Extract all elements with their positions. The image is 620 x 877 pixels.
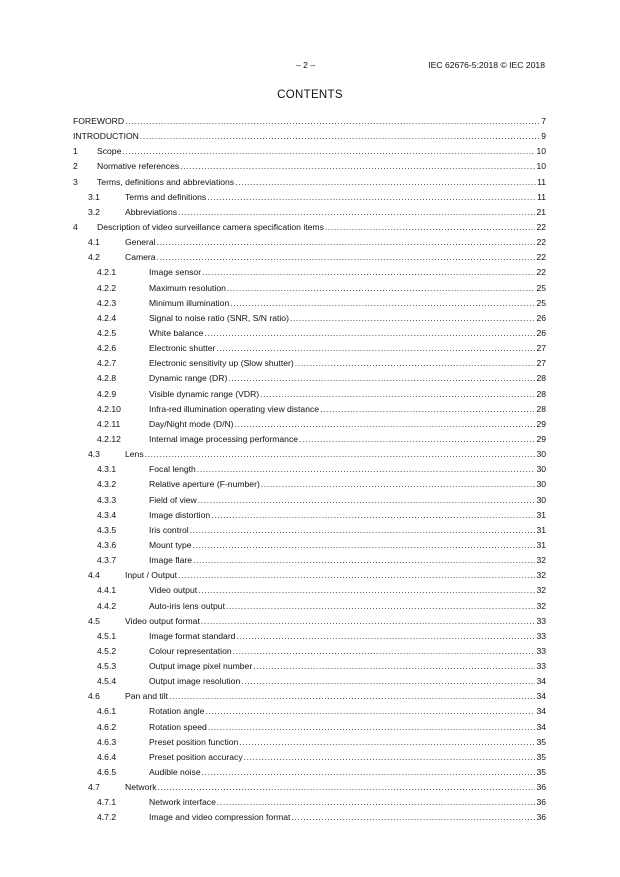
- toc-entry-number: 4.2.11: [97, 418, 121, 429]
- toc-entry-number: 4.6.4: [97, 751, 117, 762]
- toc-entry-label: Normative references: [97, 161, 180, 172]
- toc-entry-page: 31: [536, 524, 546, 535]
- toc-entry[interactable]: [73, 795, 546, 810]
- page-header: [0, 60, 620, 74]
- toc-entry-number: 4.5: [88, 615, 100, 626]
- toc-entry[interactable]: [73, 159, 546, 174]
- toc-entry-page: 7: [541, 116, 546, 126]
- toc-entry[interactable]: [73, 250, 546, 265]
- toc-leader-dots: [241, 674, 535, 689]
- toc-entry-label: Terms and definitions: [125, 191, 207, 202]
- toc-leader-dots: [295, 356, 536, 371]
- toc-entry-label: Lens: [125, 449, 144, 460]
- toc-entry-number: 4.3.6: [97, 539, 117, 550]
- toc-entry-page: 32: [536, 585, 546, 596]
- toc-entry[interactable]: [73, 599, 546, 614]
- toc-entry[interactable]: [73, 371, 546, 386]
- toc-entry-label: Maximum resolution: [149, 282, 226, 293]
- contents-title: CONTENTS: [277, 89, 343, 101]
- toc-leader-dots: [244, 750, 536, 765]
- toc-entry-page: 33: [536, 630, 546, 641]
- toc-entry-page: 30: [536, 479, 546, 490]
- toc-entry-page: 25: [536, 297, 546, 308]
- toc-entry-number: 4.3.4: [97, 509, 117, 520]
- toc-entry-page: 36: [536, 812, 546, 823]
- toc-leader-dots: [125, 114, 540, 129]
- toc-entry-number: 4.2.5: [97, 327, 117, 338]
- toc-entry-label: Internal image processing performance: [149, 433, 299, 444]
- toc-entry-label: Focal length: [149, 464, 196, 475]
- toc-entry-page: 30: [536, 464, 546, 475]
- toc-entry-page: 35: [536, 751, 546, 762]
- toc-leader-dots: [169, 689, 535, 704]
- toc-leader-dots: [233, 644, 536, 659]
- toc-entry-page: 28: [536, 373, 546, 384]
- toc-entry-label: Rotation angle: [149, 706, 205, 717]
- toc-entry-number: 4.6.5: [97, 767, 117, 778]
- toc-entry[interactable]: [73, 326, 546, 341]
- toc-entry-label: Preset position accuracy: [149, 751, 243, 762]
- toc-leader-dots: [198, 493, 536, 508]
- toc-entry-label: Colour representation: [149, 645, 232, 656]
- toc-entry[interactable]: [73, 750, 546, 765]
- toc-leader-dots: [198, 583, 535, 598]
- toc-entry-number: 4.3.3: [97, 494, 117, 505]
- toc-entry[interactable]: [73, 477, 546, 492]
- toc-entry-number: 4.7.2: [97, 812, 117, 823]
- toc-entry-number: 4.1: [88, 237, 100, 248]
- toc-entry[interactable]: [73, 129, 546, 144]
- toc-entry-number: 4.3.7: [97, 555, 117, 566]
- toc-entry-page: 25: [536, 282, 546, 293]
- toc-leader-dots: [158, 780, 536, 795]
- toc-entry[interactable]: [73, 689, 546, 704]
- toc-entry[interactable]: [73, 387, 546, 402]
- toc-entry[interactable]: [73, 810, 546, 825]
- toc-entry-label: Scope: [97, 146, 122, 157]
- toc-leader-dots: [178, 205, 535, 220]
- toc-entry[interactable]: [73, 311, 546, 326]
- toc-entry-page: 31: [536, 539, 546, 550]
- toc-entry-label: Mount type: [149, 539, 192, 550]
- toc-entry[interactable]: [73, 462, 546, 477]
- toc-entry-page: 27: [536, 343, 546, 354]
- toc-entry-number: 4.3.1: [97, 464, 117, 475]
- toc-entry[interactable]: [73, 447, 546, 462]
- toc-entry[interactable]: [73, 114, 546, 129]
- toc-entry-page: 11: [537, 176, 546, 187]
- toc-entry-label: FOREWORD: [73, 116, 125, 126]
- toc-entry-page: 34: [536, 706, 546, 717]
- toc-entry-label: Output image pixel number: [149, 661, 253, 672]
- toc-entry[interactable]: [73, 538, 546, 553]
- toc-leader-dots: [157, 250, 536, 265]
- toc-entry[interactable]: [73, 644, 546, 659]
- toc-entry-page: 30: [536, 449, 546, 460]
- toc-entry-label: Day/Night mode (D/N): [149, 418, 234, 429]
- toc-entry-page: 35: [536, 767, 546, 778]
- toc-entry-number: 4.5.1: [97, 630, 117, 641]
- toc-leader-dots: [202, 765, 536, 780]
- toc-entry-page: 22: [536, 252, 546, 263]
- toc-entry-label: Field of view: [149, 494, 197, 505]
- toc-entry-label: Network interface: [149, 797, 216, 808]
- toc-leader-dots: [235, 175, 536, 190]
- toc-entry-label: Input / Output: [125, 570, 178, 581]
- toc-entry[interactable]: [73, 553, 546, 568]
- toc-entry-label: Minimum illumination: [149, 297, 230, 308]
- toc-entry[interactable]: [73, 508, 546, 523]
- toc-leader-dots: [260, 387, 535, 402]
- toc-entry-number: 3.2: [88, 206, 100, 217]
- toc-entry-page: 36: [536, 797, 546, 808]
- toc-entry-number: 3.1: [88, 191, 100, 202]
- toc-entry-label: Relative aperture (F-number): [149, 479, 260, 490]
- toc-entry-page: 34: [536, 721, 546, 732]
- toc-entry-label: Dynamic range (DR): [149, 373, 228, 384]
- toc-entry-page: 27: [536, 358, 546, 369]
- toc-entry-number: 4.2: [88, 252, 100, 263]
- toc-entry-number: 4.2.7: [97, 358, 117, 369]
- toc-entry-label: Rotation speed: [149, 721, 207, 732]
- toc-entry-number: 1: [73, 146, 78, 157]
- toc-entry-page: 35: [536, 736, 546, 747]
- toc-entry-number: 4.2.4: [97, 312, 117, 323]
- toc-leader-dots: [325, 220, 536, 235]
- toc-leader-dots: [291, 810, 535, 825]
- toc-entry-label: Image flare: [149, 555, 192, 566]
- toc-entry-page: 29: [536, 418, 546, 429]
- toc-entry-page: 21: [536, 206, 546, 217]
- toc-entry-number: 4.4.2: [97, 600, 117, 611]
- toc-entry-number: 4.7: [88, 782, 100, 793]
- toc-leader-dots: [320, 402, 535, 417]
- toc-entry-page: 22: [536, 237, 546, 248]
- toc-entry-label: INTRODUCTION: [73, 131, 139, 142]
- toc-entry-number: 4.3.2: [97, 479, 117, 490]
- toc-entry-page: 10: [536, 161, 546, 172]
- toc-entry-page: 10: [536, 146, 546, 157]
- toc-entry[interactable]: [73, 735, 546, 750]
- standard-reference: IEC 62676-5:2018 © IEC 2018: [428, 60, 545, 70]
- toc-entry-label: Iris control: [149, 524, 189, 535]
- toc-entry-label: Preset position function: [149, 736, 239, 747]
- toc-leader-dots: [217, 795, 536, 810]
- toc-entry-number: 4.2.12: [97, 433, 121, 444]
- toc-entry[interactable]: [73, 629, 546, 644]
- toc-entry[interactable]: [73, 765, 546, 780]
- toc-leader-dots: [193, 538, 536, 553]
- toc-leader-dots: [157, 235, 536, 250]
- toc-leader-dots: [236, 629, 535, 644]
- toc-entry-number: 4.2.8: [97, 373, 117, 384]
- toc-entry-number: 4.2.1: [97, 267, 117, 278]
- toc-entry-label: Image and video compression format: [149, 812, 291, 823]
- toc-leader-dots: [201, 614, 536, 629]
- toc-entry-label: Image format standard: [149, 630, 236, 641]
- toc-entry[interactable]: [73, 704, 546, 719]
- toc-leader-dots: [235, 417, 536, 432]
- toc-entry-number: 4.6: [88, 691, 100, 702]
- toc-entry[interactable]: [73, 356, 546, 371]
- toc-entry-label: Video output format: [125, 615, 200, 626]
- toc-leader-dots: [227, 281, 536, 296]
- toc-entry-page: 28: [536, 388, 546, 399]
- toc-entry[interactable]: [73, 720, 546, 735]
- toc-entry-page: 11: [537, 191, 546, 202]
- toc-entry-number: 4.2.6: [97, 343, 117, 354]
- toc-entry-label: Camera: [125, 252, 156, 263]
- toc-entry-page: 26: [536, 327, 546, 338]
- toc-leader-dots: [299, 432, 535, 447]
- toc-leader-dots: [204, 326, 535, 341]
- toc-leader-dots: [290, 311, 535, 326]
- toc-leader-dots: [178, 568, 535, 583]
- toc-entry[interactable]: [73, 190, 546, 205]
- toc-leader-dots: [180, 159, 535, 174]
- toc-entry[interactable]: [73, 265, 546, 280]
- toc-entry[interactable]: [73, 144, 546, 159]
- toc-leader-dots: [216, 341, 535, 356]
- toc-entry-page: 33: [536, 645, 546, 656]
- toc-entry-label: Output image resolution: [149, 676, 241, 687]
- toc-entry[interactable]: [73, 220, 546, 235]
- toc-entry-page: 32: [536, 570, 546, 581]
- toc-leader-dots: [208, 720, 536, 735]
- toc-entry[interactable]: [73, 614, 546, 629]
- toc-entry-number: 4.6.3: [97, 736, 117, 747]
- page-number: – 2 –: [296, 60, 316, 70]
- toc-entry-number: 4.3.5: [97, 524, 117, 535]
- toc-entry-page: 29: [536, 433, 546, 444]
- toc-entry-label: General: [125, 237, 156, 248]
- toc-entry-label: Electronic sensitivity up (Slow shutter): [149, 358, 294, 369]
- toc-leader-dots: [202, 265, 535, 280]
- toc-entry-number: 4.4.1: [97, 585, 117, 596]
- toc-entry-number: 4.2.2: [97, 282, 117, 293]
- toc-entry[interactable]: [73, 780, 546, 795]
- toc-entry-number: 4.5.4: [97, 676, 117, 687]
- toc-entry-number: 4.2.10: [97, 403, 121, 414]
- toc-entry-page: 9: [541, 131, 546, 142]
- toc-entry[interactable]: [73, 235, 546, 250]
- toc-entry-label: Visible dynamic range (VDR): [149, 388, 260, 399]
- toc-entry-page: 34: [536, 676, 546, 687]
- toc-entry[interactable]: [73, 583, 546, 598]
- toc-leader-dots: [253, 659, 535, 674]
- toc-leader-dots: [140, 129, 540, 144]
- toc-leader-dots: [193, 553, 535, 568]
- toc-entry[interactable]: [73, 659, 546, 674]
- toc-entry[interactable]: [73, 493, 546, 508]
- table-of-contents: [73, 114, 546, 826]
- toc-entry[interactable]: [73, 417, 546, 432]
- toc-leader-dots: [211, 508, 535, 523]
- toc-entry[interactable]: [73, 523, 546, 538]
- toc-entry[interactable]: [73, 281, 546, 296]
- toc-entry-number: 4.3: [88, 449, 100, 460]
- toc-entry-page: 31: [536, 509, 546, 520]
- toc-leader-dots: [228, 371, 535, 386]
- toc-entry-number: 4.2.9: [97, 388, 117, 399]
- toc-entry[interactable]: [73, 432, 546, 447]
- toc-entry[interactable]: [73, 568, 546, 583]
- toc-leader-dots: [197, 462, 536, 477]
- toc-leader-dots: [230, 296, 535, 311]
- toc-entry-label: Network: [125, 782, 157, 793]
- toc-entry-page: 26: [536, 312, 546, 323]
- toc-entry-page: 32: [536, 555, 546, 566]
- toc-entry[interactable]: [73, 296, 546, 311]
- toc-entry-page: 34: [536, 691, 546, 702]
- toc-entry-number: 4.6.2: [97, 721, 117, 732]
- toc-entry-page: 36: [536, 782, 546, 793]
- toc-leader-dots: [239, 735, 535, 750]
- toc-entry-label: White balance: [149, 327, 204, 338]
- toc-entry-page: 32: [536, 600, 546, 611]
- toc-entry-label: Signal to noise ratio (SNR, S/N ratio): [149, 312, 289, 323]
- toc-entry[interactable]: [73, 402, 546, 417]
- toc-entry[interactable]: [73, 674, 546, 689]
- toc-entry-number: 3: [73, 176, 78, 187]
- toc-entry[interactable]: [73, 205, 546, 220]
- toc-entry-number: 4.4: [88, 570, 100, 581]
- toc-entry-label: Image distortion: [149, 509, 211, 520]
- toc-leader-dots: [145, 447, 536, 462]
- toc-entry-label: Audible noise: [149, 767, 201, 778]
- toc-entry-label: Video output: [149, 585, 198, 596]
- toc-entry-number: 4.5.2: [97, 645, 117, 656]
- toc-leader-dots: [190, 523, 536, 538]
- toc-entry-page: 30: [536, 494, 546, 505]
- toc-leader-dots: [207, 190, 536, 205]
- toc-entry-number: 4.6.1: [97, 706, 117, 717]
- toc-entry-label: Infra-red illumination operating view distance: [149, 403, 320, 414]
- toc-entry-number: 4: [73, 221, 78, 232]
- toc-leader-dots: [122, 144, 535, 159]
- toc-entry[interactable]: [73, 341, 546, 356]
- toc-leader-dots: [226, 599, 535, 614]
- toc-entry-page: 22: [536, 267, 546, 278]
- toc-entry-label: Description of video surveillance camera specification items: [97, 221, 324, 232]
- toc-entry-number: 4.2.3: [97, 297, 117, 308]
- toc-leader-dots: [261, 477, 536, 492]
- toc-entry-page: 33: [536, 661, 546, 672]
- toc-entry-number: 2: [73, 161, 78, 172]
- toc-entry-label: Electronic shutter: [149, 343, 216, 354]
- toc-entry-label: Terms, definitions and abbreviations: [97, 176, 235, 187]
- toc-entry-number: 4.5.3: [97, 661, 117, 672]
- toc-entry-page: 22: [536, 221, 546, 232]
- toc-entry-label: Image sensor: [149, 267, 202, 278]
- toc-entry-page: 28: [536, 403, 546, 414]
- toc-entry-label: Pan and tilt: [125, 691, 168, 702]
- toc-entry-label: Abbreviations: [125, 206, 178, 217]
- toc-entry-number: 4.7.1: [97, 797, 117, 808]
- toc-entry[interactable]: [73, 175, 546, 190]
- toc-entry-label: Auto-iris lens output: [149, 600, 225, 611]
- toc-leader-dots: [205, 704, 535, 719]
- toc-entry-page: 33: [536, 615, 546, 626]
